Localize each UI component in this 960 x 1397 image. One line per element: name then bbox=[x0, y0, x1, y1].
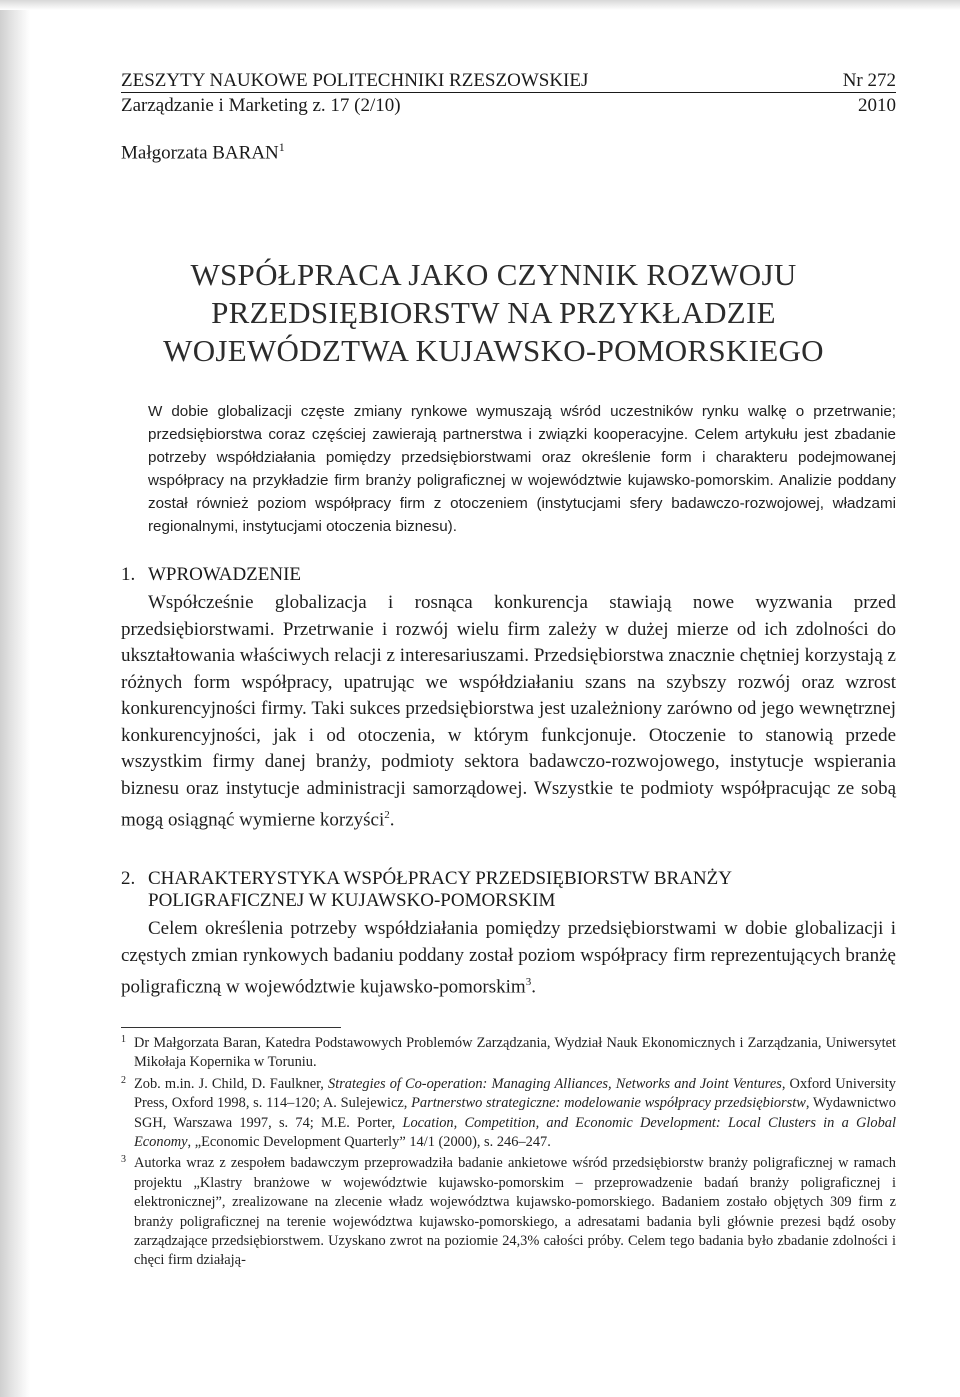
footnote-text: Dr Małgorzata Baran, Katedra Podstawowych Problemów Zarządzania, Wydział Nauk Ekonomicznych i Zarządzania, Uniwersytet Mikołaja Kopernika w Toruniu. bbox=[134, 1034, 896, 1071]
author-name: Małgorzata BARAN bbox=[121, 142, 279, 164]
footnote-citation-title: Location, Competition, and Economic Development: Local Clusters in a Global Economy bbox=[134, 1114, 897, 1151]
section-title: WPROWADZENIE bbox=[148, 564, 302, 586]
section-title-line-2: POLIGRAFICZNEJ W KUJAWSKO-POMORSKIM bbox=[148, 890, 556, 912]
footnote-citation-title: Strategies of Co-operation: Managing Alliances, Networks and Joint Ventures bbox=[328, 1075, 782, 1092]
journal-header bbox=[121, 66, 896, 128]
section-heading-2 bbox=[121, 868, 896, 912]
footnote-1 bbox=[121, 1034, 896, 1073]
author-footnote-mark: 1 bbox=[278, 140, 285, 154]
footnote-citation-title: Partnerstwo strategiczne: modelowanie współpracy przedsiębiorstw bbox=[411, 1095, 806, 1112]
scan-shadow-top bbox=[0, 0, 960, 10]
paragraph-text: Współcześnie globalizacja i rosnąca konkurencja stawiają nowe wyzwania przed przedsiębiorstwami. Przetrwanie i rozwój wielu firm zależy w dużej mierze od ich zdolności do ukształtowania właściwych relacji z interesariuszami. Przedsiębiorstwa znacznie chętniej korzystają z różnych form współpracy, upatrując we współdziałaniu szans na szybszy rozwój oraz wzrost konkurencyjności firmy. Taki sukces przedsiębiorstwa jest uzależniony zarówno od jego wewnętrznej konkurencyjności, jak i od otoczenia, w którym funkcjonuje. Otoczenie to stanowią przede wszystkim firmy danej branży, podmioty sektora badawczo-rozwojowego, instytucje wspierania biznesu oraz instytucje administracji samorządowej. Wszystkie te podmioty współpracując ze sobą mogą osiągnąć wymierne korzyści bbox=[121, 592, 896, 831]
footnote-text: , Oxford University Press, Oxford 1998, s. 114–120; A. Sulejewicz, bbox=[134, 1075, 896, 1112]
footnote-mark: 3 bbox=[121, 1154, 126, 1166]
journal-name: ZESZYTY NAUKOWE POLITECHNIKI RZESZOWSKIEJ bbox=[121, 70, 589, 91]
paragraph-text: Celem określenia potrzeby współdziałania pomiędzy przedsiębiorstwami w dobie globalizacji i częstych zmian rynkowych badaniu poddany został poziom współpracy firm reprezentujących branżę poligraficzną w województwie kujawsko-pomorskim bbox=[121, 918, 896, 998]
footnote-3 bbox=[121, 1154, 896, 1270]
footnote-ref: 3 bbox=[525, 976, 532, 989]
footnote-text: , Wydawnictwo SGH, Warszawa 1997, s. 74; M.E. Porter, bbox=[134, 1095, 896, 1131]
journal-year: 2010 bbox=[858, 95, 896, 116]
paper-page bbox=[121, 66, 896, 1273]
footnote-mark: 1 bbox=[121, 1033, 126, 1045]
section-number: 1. bbox=[121, 564, 136, 586]
footnote-text: Zob. m.in. J. Child, D. Faulkner, bbox=[134, 1075, 329, 1092]
section-title-line-1: CHARAKTERYSTYKA WSPÓŁPRACY PRZEDSIĘBIORSTW BRANŻY bbox=[148, 868, 732, 890]
paper-title bbox=[81, 256, 906, 370]
scan-shadow bbox=[0, 0, 30, 1397]
section-heading-1 bbox=[121, 564, 896, 586]
section-paragraph-1: Współcześnie globalizacja i rosnąca konkurencja stawiają nowe wyzwania przed przedsiębiorstwami. Przetrwanie i rozwój wielu firm zależy w dużej mierze od ich zdolności do ukształtowania właściwych relacji z interesariuszami. Przedsiębiorstwa znacznie chętniej korzystają z różnych form współpracy, upatrując we współdziałaniu szans na szybszy rozwój oraz wzrost konkurencyjności firmy. Taki sukces przedsiębiorstwa jest uzależniony zarówno od jego wewnętrznej konkurencyjności, jak i od otoczenia, w którym funkcjonuje. Otoczenie to stanowią przede wszystkim firmy danej branży, podmioty sektora badawczo-rozwojowego, instytucje wspierania biznesu oraz instytucje administracji samorządowej. Wszystkie te podmioty współpracując ze sobą mogą osiągnąć wymierne korzyści$^2$. bbox=[121, 592, 896, 831]
title-line-1: WSPÓŁPRACA JAKO CZYNNIK ROZWOJU bbox=[190, 257, 797, 293]
author-line bbox=[121, 140, 896, 164]
section-number: 2. bbox=[121, 868, 136, 890]
footnote-2 bbox=[121, 1075, 896, 1153]
footnote-ref: 2 bbox=[384, 809, 390, 822]
header-rule bbox=[121, 92, 896, 93]
section-paragraph-2: Celem określenia potrzeby współdziałania pomiędzy przedsiębiorstwami w dobie globalizacji i częstych zmian rynkowych badaniu poddany został poziom współpracy firm reprezentujących branżę poligraficzną w województwie kujawsko-pomorskim$^3$. bbox=[121, 918, 896, 998]
footnote-mark: 2 bbox=[121, 1074, 126, 1086]
title-line-2: PRZEDSIĘBIORSTW NA PRZYKŁADZIE bbox=[211, 295, 776, 331]
footnote-text: Autorka wraz z zespołem badawczym przeprowadziła badanie ankietowe wśród przedsiębiorstw branży poligraficznej w ramach projektu „Klastry branżowe w województwie kujawsko-pomorskim – przeprowadzenie badań branży poligraficznej i elektronicznej”, zrealizowane na zlecenie władz województwa kujawsko-pomorskiego. Badaniem zostało objętych 309 firm z branży poligraficznej na terenie województwa kujawsko-pomorskiego, a adresatami badania byli głównie prezesi bądź osoby zarządzające przedsiębiorstwem. Uzyskano zwrot na poziomie 24,3% całości próby. Celem tego badania było zbadanie zdolności i chęci firm działają- bbox=[134, 1155, 896, 1269]
journal-series: Zarządzanie i Marketing z. 17 (2/10) bbox=[121, 95, 401, 116]
footnote-text: , „Economic Development Quarterly” 14/1 (2000), s. 246–247. bbox=[187, 1134, 551, 1151]
issue-number: Nr 272 bbox=[842, 70, 896, 91]
footnote-rule bbox=[121, 1027, 341, 1028]
abstract: W dobie globalizacji częste zmiany rynkowe wymuszają wśród uczestników rynku walkę o przetrwanie; przedsiębiorstwa coraz częściej zawierają partnerstwa i związki kooperacyjne. Celem artykułu jest zbadanie potrzeby współdziałania pomiędzy przedsiębiorstwami oraz określenie form i charakteru podejmowanej współpracy na przykładzie firm branży poligraficznej w województwie kujawsko-pomorskim. Analizie poddany został również poziom współpracy firm z otoczeniem (instytucjami sfery badawczo-rozwojowej, władzami regionalnymi, instytucjami otoczenia biznesu). bbox=[148, 403, 896, 536]
title-line-3: WOJEWÓDZTWA KUJAWSKO-POMORSKIEGO bbox=[163, 333, 824, 369]
